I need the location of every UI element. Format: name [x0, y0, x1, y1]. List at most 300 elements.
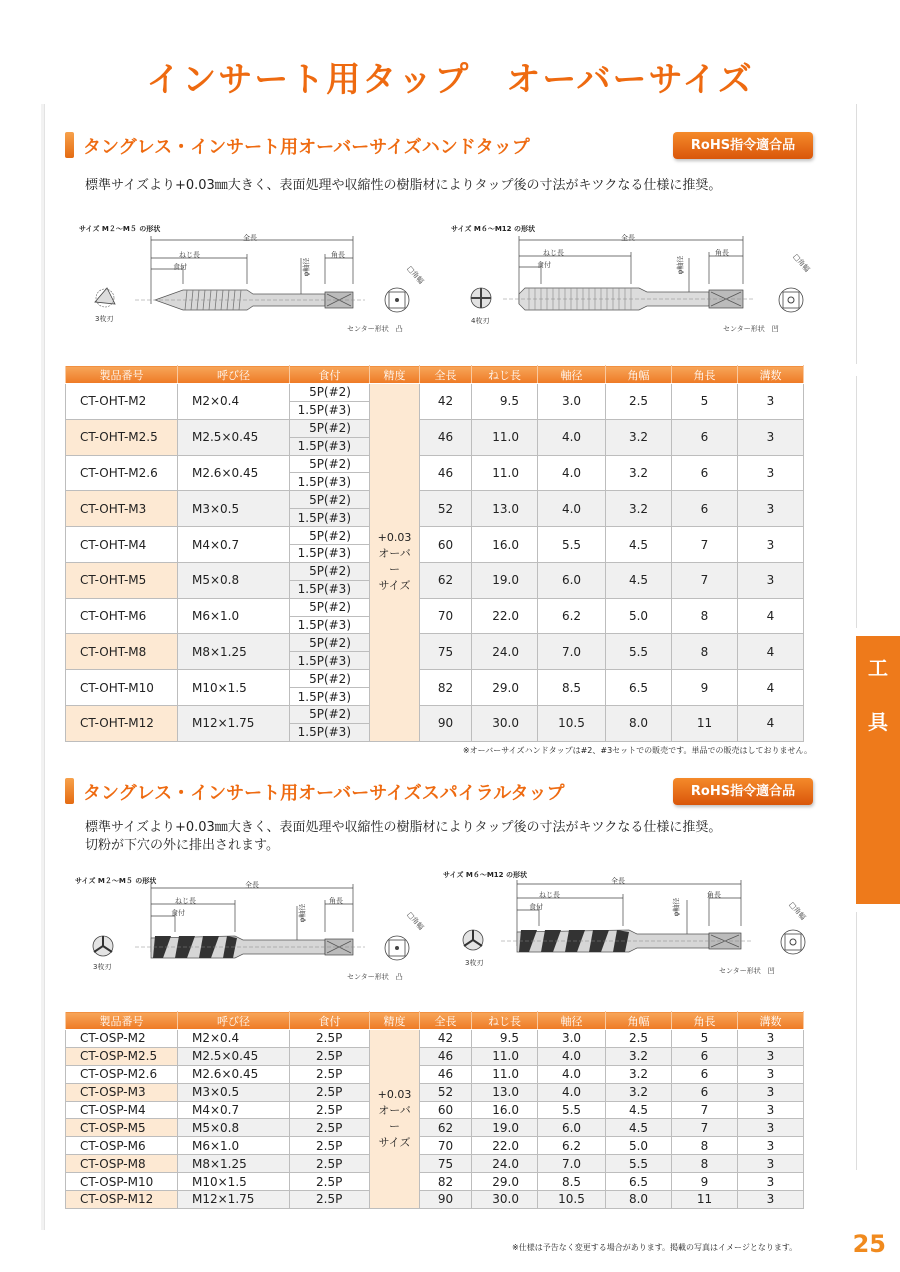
cell-square-length: 11 — [672, 1191, 738, 1209]
diagram-title: サイズ M６～M12 の形状 — [443, 871, 527, 879]
label-blades: 3枚刃 — [465, 959, 484, 967]
cell-size: M2.5×0.45 — [178, 419, 290, 455]
side-tab-bottom[interactable] — [856, 912, 900, 1170]
cell-flutes: 3 — [738, 1173, 804, 1191]
cell-code: CT-OHT-M8 — [66, 634, 178, 670]
cell-flutes: 3 — [738, 455, 804, 491]
cell-length: 52 — [420, 1083, 472, 1101]
cell-length: 82 — [420, 1173, 472, 1191]
cell-shank: 3.0 — [538, 384, 606, 420]
precision-line: サイズ — [378, 1135, 411, 1149]
cell-length: 70 — [420, 598, 472, 634]
th-precision: 精度 — [370, 1012, 420, 1030]
cell-flutes: 4 — [738, 598, 804, 634]
cell-size: M10×1.5 — [178, 1173, 290, 1191]
cell-chamfer-3: 1.5P(#3) — [290, 437, 370, 455]
cell-thread-length: 30.0 — [472, 1191, 538, 1209]
table-row — [66, 527, 804, 545]
precision-line: +0.03 — [377, 1087, 412, 1101]
cell-flutes: 3 — [738, 1030, 804, 1048]
cell-shank: 3.0 — [538, 1030, 606, 1048]
cell-shank: 8.5 — [538, 1173, 606, 1191]
cell-chamfer-3: 1.5P(#3) — [290, 652, 370, 670]
spiral-diagram-small — [75, 876, 426, 986]
section-title: タングレス・インサート用オーバーサイズハンドタップ — [83, 137, 530, 158]
cell-square-length: 7 — [672, 562, 738, 598]
cell-square-width: 4.5 — [606, 527, 672, 563]
spiral-diagram-large — [443, 870, 819, 980]
tap-drawing — [451, 224, 821, 334]
side-tab-middle[interactable] — [856, 376, 900, 628]
cell-flutes: 3 — [738, 527, 804, 563]
table-row — [66, 1047, 804, 1065]
th-chamfer: 食付 — [290, 366, 370, 384]
cell-square-width: 3.2 — [606, 455, 672, 491]
cell-length: 75 — [420, 634, 472, 670]
cell-thread-length: 29.0 — [472, 1173, 538, 1191]
table-row — [66, 384, 804, 402]
rohs-badge: RoHS指令適合品 — [673, 778, 813, 805]
cell-square-length: 8 — [672, 1155, 738, 1173]
cell-thread-length: 29.0 — [472, 670, 538, 706]
cell-size: M4×0.7 — [178, 527, 290, 563]
diagram-title: サイズ M２～M５ の形状 — [79, 225, 161, 233]
footer-note: ※仕様は予告なく変更する場合があります。掲載の写真はイメージとなります。 — [512, 1243, 798, 1252]
table-row — [66, 1119, 804, 1137]
cell-length: 60 — [420, 527, 472, 563]
cell-code: CT-OHT-M3 — [66, 491, 178, 527]
tap-diagram-large — [451, 224, 821, 334]
cell-chamfer-3: 1.5P(#3) — [290, 723, 370, 741]
section-description — [85, 819, 721, 855]
label-thread-length: ねじ長 — [539, 891, 560, 899]
cell-size: M3×0.5 — [178, 491, 290, 527]
label-square-width: □角幅 — [405, 910, 426, 932]
label-blades: 3枚刃 — [95, 315, 114, 323]
tap-diagram-small — [75, 224, 426, 334]
label-shank-dia: φ軸径 — [298, 903, 307, 923]
cell-square-length: 7 — [672, 527, 738, 563]
description-line2: 切粉が下穴の外に排出されます。 — [85, 838, 279, 853]
cell-size: M2×0.4 — [178, 1030, 290, 1048]
cell-thread-length: 11.0 — [472, 419, 538, 455]
section-bar — [65, 778, 74, 804]
page-title: インサート用タップ オーバーサイズ — [146, 60, 754, 100]
cell-flutes: 4 — [738, 670, 804, 706]
th-square-length: 角長 — [672, 1012, 738, 1030]
cell-shank: 4.0 — [538, 491, 606, 527]
cell-chamfer-2: 5P(#2) — [290, 384, 370, 402]
cell-size: M5×0.8 — [178, 562, 290, 598]
section-header — [65, 776, 813, 806]
cell-size: M6×1.0 — [178, 598, 290, 634]
section-title: タングレス・インサート用オーバーサイズスパイラルタップ — [83, 783, 565, 804]
th-thread-length: ねじ長 — [472, 366, 538, 384]
cell-code: CT-OHT-M2.6 — [66, 455, 178, 491]
cell-length: 62 — [420, 1119, 472, 1137]
cell-length: 46 — [420, 419, 472, 455]
th-precision: 精度 — [370, 366, 420, 384]
th-size: 呼び径 — [178, 366, 290, 384]
cell-size: M3×0.5 — [178, 1083, 290, 1101]
cell-square-width: 3.2 — [606, 419, 672, 455]
cell-square-width: 5.5 — [606, 1155, 672, 1173]
cell-square-width: 2.5 — [606, 1030, 672, 1048]
cell-chamfer: 2.5P — [290, 1173, 370, 1191]
cell-chamfer: 2.5P — [290, 1155, 370, 1173]
th-shank: 軸径 — [538, 366, 606, 384]
table-row — [66, 419, 804, 437]
cell-chamfer-3: 1.5P(#3) — [290, 545, 370, 563]
diagram-title: サイズ M６～M12 の形状 — [451, 225, 535, 233]
cell-square-length: 5 — [672, 1030, 738, 1048]
cell-thread-length: 13.0 — [472, 1083, 538, 1101]
cell-shank: 4.0 — [538, 455, 606, 491]
cell-chamfer-2: 5P(#2) — [290, 491, 370, 509]
cell-shank: 5.5 — [538, 527, 606, 563]
cell-shank: 10.5 — [538, 706, 606, 742]
label-chamfer: 食付 — [171, 909, 185, 917]
cell-square-width: 2.5 — [606, 384, 672, 420]
table-row — [66, 1030, 804, 1048]
cell-code: CT-OSP-M2.5 — [66, 1047, 178, 1065]
cell-square-width: 5.0 — [606, 1137, 672, 1155]
cell-shank: 4.0 — [538, 419, 606, 455]
cell-length: 60 — [420, 1101, 472, 1119]
cell-precision — [370, 1030, 420, 1209]
cell-square-width: 5.5 — [606, 634, 672, 670]
cell-flutes: 3 — [738, 1137, 804, 1155]
th-shank: 軸径 — [538, 1012, 606, 1030]
label-total-length: 全長 — [245, 881, 259, 889]
cell-flutes: 3 — [738, 1101, 804, 1119]
cell-chamfer-2: 5P(#2) — [290, 527, 370, 545]
cell-code: CT-OHT-M4 — [66, 527, 178, 563]
cell-chamfer: 2.5P — [290, 1047, 370, 1065]
cell-length: 82 — [420, 670, 472, 706]
label-square-length: 角長 — [715, 249, 729, 257]
cell-code: CT-OHT-M10 — [66, 670, 178, 706]
cell-thread-length: 11.0 — [472, 1047, 538, 1065]
cell-square-length: 7 — [672, 1101, 738, 1119]
cell-length: 46 — [420, 1065, 472, 1083]
page-number: 25 — [852, 1230, 886, 1258]
label-shank-dia: φ軸径 — [672, 897, 681, 917]
table-row — [66, 598, 804, 616]
cell-length: 42 — [420, 1030, 472, 1048]
label-chamfer: 食付 — [173, 263, 187, 271]
cell-thread-length: 19.0 — [472, 1119, 538, 1137]
cell-size: M8×1.25 — [178, 1155, 290, 1173]
table-row — [66, 1137, 804, 1155]
th-chamfer: 食付 — [290, 1012, 370, 1030]
th-length: 全長 — [420, 366, 472, 384]
label-square-length: 角長 — [331, 251, 345, 259]
cell-chamfer-3: 1.5P(#3) — [290, 580, 370, 598]
cell-thread-length: 9.5 — [472, 384, 538, 420]
cell-thread-length: 22.0 — [472, 598, 538, 634]
cell-square-width: 6.5 — [606, 1173, 672, 1191]
cell-chamfer: 2.5P — [290, 1083, 370, 1101]
cell-size: M8×1.25 — [178, 634, 290, 670]
cell-code: CT-OSP-M3 — [66, 1083, 178, 1101]
cell-code: CT-OHT-M5 — [66, 562, 178, 598]
cell-flutes: 3 — [738, 1155, 804, 1173]
cell-square-width: 5.0 — [606, 598, 672, 634]
cell-square-width: 3.2 — [606, 1083, 672, 1101]
cell-chamfer-3: 1.5P(#3) — [290, 616, 370, 634]
label-shank-dia: φ軸径 — [302, 257, 311, 277]
table-row — [66, 706, 804, 724]
cell-chamfer-2: 5P(#2) — [290, 670, 370, 688]
cell-square-width: 4.5 — [606, 562, 672, 598]
diagram-title: サイズ M２～M５ の形状 — [75, 877, 157, 885]
cell-chamfer: 2.5P — [290, 1191, 370, 1209]
tap-drawing — [443, 870, 819, 980]
hand-tap-section — [44, 104, 836, 766]
tap-drawing — [75, 876, 415, 986]
cell-chamfer: 2.5P — [290, 1101, 370, 1119]
label-center-shape: センター形状 凸 — [347, 325, 403, 333]
cell-chamfer: 2.5P — [290, 1065, 370, 1083]
cell-thread-length: 11.0 — [472, 1065, 538, 1083]
cell-code: CT-OSP-M10 — [66, 1173, 178, 1191]
cell-square-width: 3.2 — [606, 1047, 672, 1065]
label-total-length: 全長 — [621, 234, 635, 242]
cell-thread-length: 30.0 — [472, 706, 538, 742]
precision-line: +0.03 — [377, 531, 412, 545]
th-square-length: 角長 — [672, 366, 738, 384]
cell-shank: 8.5 — [538, 670, 606, 706]
cell-square-width: 4.5 — [606, 1119, 672, 1137]
label-center-shape: センター形状 凹 — [719, 967, 775, 975]
table-row — [66, 1101, 804, 1119]
cell-flutes: 4 — [738, 706, 804, 742]
cell-shank: 4.0 — [538, 1047, 606, 1065]
cell-square-width: 3.2 — [606, 491, 672, 527]
cell-square-width: 3.2 — [606, 1065, 672, 1083]
cell-chamfer: 2.5P — [290, 1119, 370, 1137]
cell-square-length: 6 — [672, 1065, 738, 1083]
table-row — [66, 634, 804, 652]
label-total-length: 全長 — [243, 234, 257, 242]
cell-chamfer-2: 5P(#2) — [290, 419, 370, 437]
cell-square-length: 11 — [672, 706, 738, 742]
cell-code: CT-OSP-M2 — [66, 1030, 178, 1048]
table-row — [66, 491, 804, 509]
cell-chamfer-2: 5P(#2) — [290, 634, 370, 652]
cell-chamfer-2: 5P(#2) — [290, 706, 370, 724]
cell-size: M12×1.75 — [178, 706, 290, 742]
cell-thread-length: 16.0 — [472, 527, 538, 563]
cell-chamfer: 2.5P — [290, 1030, 370, 1048]
table-row — [66, 455, 804, 473]
cell-length: 46 — [420, 455, 472, 491]
cell-shank: 4.0 — [538, 1065, 606, 1083]
label-chamfer: 食付 — [537, 261, 551, 269]
cell-size: M6×1.0 — [178, 1137, 290, 1155]
label-center-shape: センター形状 凹 — [723, 325, 779, 333]
table-row — [66, 1083, 804, 1101]
cell-flutes: 3 — [738, 1191, 804, 1209]
tap-drawing — [75, 224, 415, 334]
cell-code: CT-OSP-M5 — [66, 1119, 178, 1137]
cell-code: CT-OHT-M6 — [66, 598, 178, 634]
cell-length: 62 — [420, 562, 472, 598]
cell-flutes: 4 — [738, 634, 804, 670]
section-header — [65, 130, 813, 160]
precision-line: オーバー — [378, 547, 411, 577]
side-tab-top[interactable] — [856, 104, 900, 364]
cell-square-length: 6 — [672, 1083, 738, 1101]
table-row — [66, 670, 804, 688]
cell-thread-length: 13.0 — [472, 491, 538, 527]
cell-shank: 7.0 — [538, 1155, 606, 1173]
cell-shank: 5.5 — [538, 1101, 606, 1119]
label-square-width: □角幅 — [787, 900, 808, 922]
cell-size: M2.6×0.45 — [178, 1065, 290, 1083]
cell-square-length: 8 — [672, 634, 738, 670]
label-thread-length: ねじ長 — [179, 251, 200, 259]
cell-length: 52 — [420, 491, 472, 527]
cell-square-length: 6 — [672, 1047, 738, 1065]
label-center-shape: センター形状 凸 — [347, 973, 403, 981]
label-total-length: 全長 — [611, 877, 625, 885]
cell-flutes: 3 — [738, 384, 804, 420]
precision-line: オーバー — [378, 1103, 411, 1133]
th-square-width: 角幅 — [606, 1012, 672, 1030]
cell-code: CT-OHT-M2.5 — [66, 419, 178, 455]
table-row — [66, 1065, 804, 1083]
label-square-width: □角幅 — [405, 264, 426, 286]
label-blades: 4枚刃 — [471, 317, 490, 325]
cell-thread-length: 11.0 — [472, 455, 538, 491]
cell-flutes: 3 — [738, 1119, 804, 1137]
label-shank-dia: φ軸径 — [676, 255, 685, 275]
cell-square-length: 9 — [672, 1173, 738, 1191]
cell-shank: 6.0 — [538, 562, 606, 598]
cell-square-length: 6 — [672, 455, 738, 491]
cell-code: CT-OSP-M8 — [66, 1155, 178, 1173]
cell-thread-length: 16.0 — [472, 1101, 538, 1119]
cell-size: M10×1.5 — [178, 670, 290, 706]
spiral-tap-spec-table — [65, 1011, 804, 1209]
cell-length: 70 — [420, 1137, 472, 1155]
cell-code: CT-OHT-M2 — [66, 384, 178, 420]
cell-flutes: 3 — [738, 562, 804, 598]
cell-chamfer-2: 5P(#2) — [290, 598, 370, 616]
table-row — [66, 1191, 804, 1209]
table-header-row — [66, 366, 804, 384]
label-square-length: 角長 — [707, 891, 721, 899]
cell-flutes: 3 — [738, 491, 804, 527]
cell-size: M4×0.7 — [178, 1101, 290, 1119]
table-row — [66, 1173, 804, 1191]
th-square-width: 角幅 — [606, 366, 672, 384]
cell-square-width: 8.0 — [606, 1191, 672, 1209]
cell-square-width: 8.0 — [606, 706, 672, 742]
cell-code: CT-OHT-M12 — [66, 706, 178, 742]
cell-flutes: 3 — [738, 1047, 804, 1065]
rohs-badge: RoHS指令適合品 — [673, 132, 813, 159]
side-tab-tools[interactable] — [856, 636, 900, 904]
cell-square-length: 8 — [672, 598, 738, 634]
th-size: 呼び径 — [178, 1012, 290, 1030]
cell-code: CT-OSP-M12 — [66, 1191, 178, 1209]
cell-chamfer-3: 1.5P(#3) — [290, 401, 370, 419]
section-bar — [65, 132, 74, 158]
cell-code: CT-OSP-M2.6 — [66, 1065, 178, 1083]
th-flutes: 溝数 — [738, 1012, 804, 1030]
cell-chamfer: 2.5P — [290, 1137, 370, 1155]
cell-square-length: 8 — [672, 1137, 738, 1155]
side-tab-char1: 工 — [868, 656, 888, 680]
cell-size: M5×0.8 — [178, 1119, 290, 1137]
cell-flutes: 3 — [738, 419, 804, 455]
label-blades: 3枚刃 — [93, 963, 112, 971]
cell-code: CT-OSP-M4 — [66, 1101, 178, 1119]
spiral-tap-section — [44, 760, 836, 1230]
cell-shank: 4.0 — [538, 1083, 606, 1101]
cell-thread-length: 9.5 — [472, 1030, 538, 1048]
cell-precision — [370, 384, 420, 742]
side-tab-char2: 具 — [868, 710, 888, 734]
th-code: 製品番号 — [66, 366, 178, 384]
cell-chamfer-2: 5P(#2) — [290, 562, 370, 580]
cell-thread-length: 24.0 — [472, 634, 538, 670]
cell-shank: 6.0 — [538, 1119, 606, 1137]
precision-line: サイズ — [378, 579, 411, 593]
cell-chamfer-3: 1.5P(#3) — [290, 473, 370, 491]
cell-chamfer-2: 5P(#2) — [290, 455, 370, 473]
table-row — [66, 562, 804, 580]
cell-chamfer-3: 1.5P(#3) — [290, 509, 370, 527]
cell-thread-length: 24.0 — [472, 1155, 538, 1173]
table-row — [66, 1155, 804, 1173]
cell-length: 90 — [420, 1191, 472, 1209]
table-header-row — [66, 1012, 804, 1030]
cell-flutes: 3 — [738, 1065, 804, 1083]
th-code: 製品番号 — [66, 1012, 178, 1030]
hand-tap-spec-table — [65, 365, 804, 742]
cell-square-length: 6 — [672, 419, 738, 455]
cell-size: M2.6×0.45 — [178, 455, 290, 491]
cell-square-length: 9 — [672, 670, 738, 706]
cell-code: CT-OSP-M6 — [66, 1137, 178, 1155]
cell-size: M2.5×0.45 — [178, 1047, 290, 1065]
label-square-length: 角長 — [329, 897, 343, 905]
cell-square-width: 4.5 — [606, 1101, 672, 1119]
cell-thread-length: 19.0 — [472, 562, 538, 598]
cell-square-length: 6 — [672, 491, 738, 527]
cell-length: 90 — [420, 706, 472, 742]
hand-tap-note: ※オーバーサイズハンドタップは#2、#3セットでの販売です。単品での販売はしておりません。 — [462, 746, 812, 755]
cell-length: 75 — [420, 1155, 472, 1173]
th-flutes: 溝数 — [738, 366, 804, 384]
cell-length: 42 — [420, 384, 472, 420]
cell-shank: 6.2 — [538, 598, 606, 634]
section-description: 標準サイズより+0.03㎜大きく、表面処理や収縮性の樹脂材によりタップ後の寸法がキツクなる仕様に推奨。 — [85, 178, 722, 193]
cell-flutes: 3 — [738, 1083, 804, 1101]
cell-shank: 6.2 — [538, 1137, 606, 1155]
cell-shank: 7.0 — [538, 634, 606, 670]
cell-length: 46 — [420, 1047, 472, 1065]
cell-square-length: 5 — [672, 384, 738, 420]
description-line1: 標準サイズより+0.03㎜大きく、表面処理や収縮性の樹脂材によりタップ後の寸法がキツクなる仕様に推奨。 — [85, 820, 722, 835]
cell-square-length: 7 — [672, 1119, 738, 1137]
cell-size: M2×0.4 — [178, 384, 290, 420]
cell-chamfer-3: 1.5P(#3) — [290, 688, 370, 706]
